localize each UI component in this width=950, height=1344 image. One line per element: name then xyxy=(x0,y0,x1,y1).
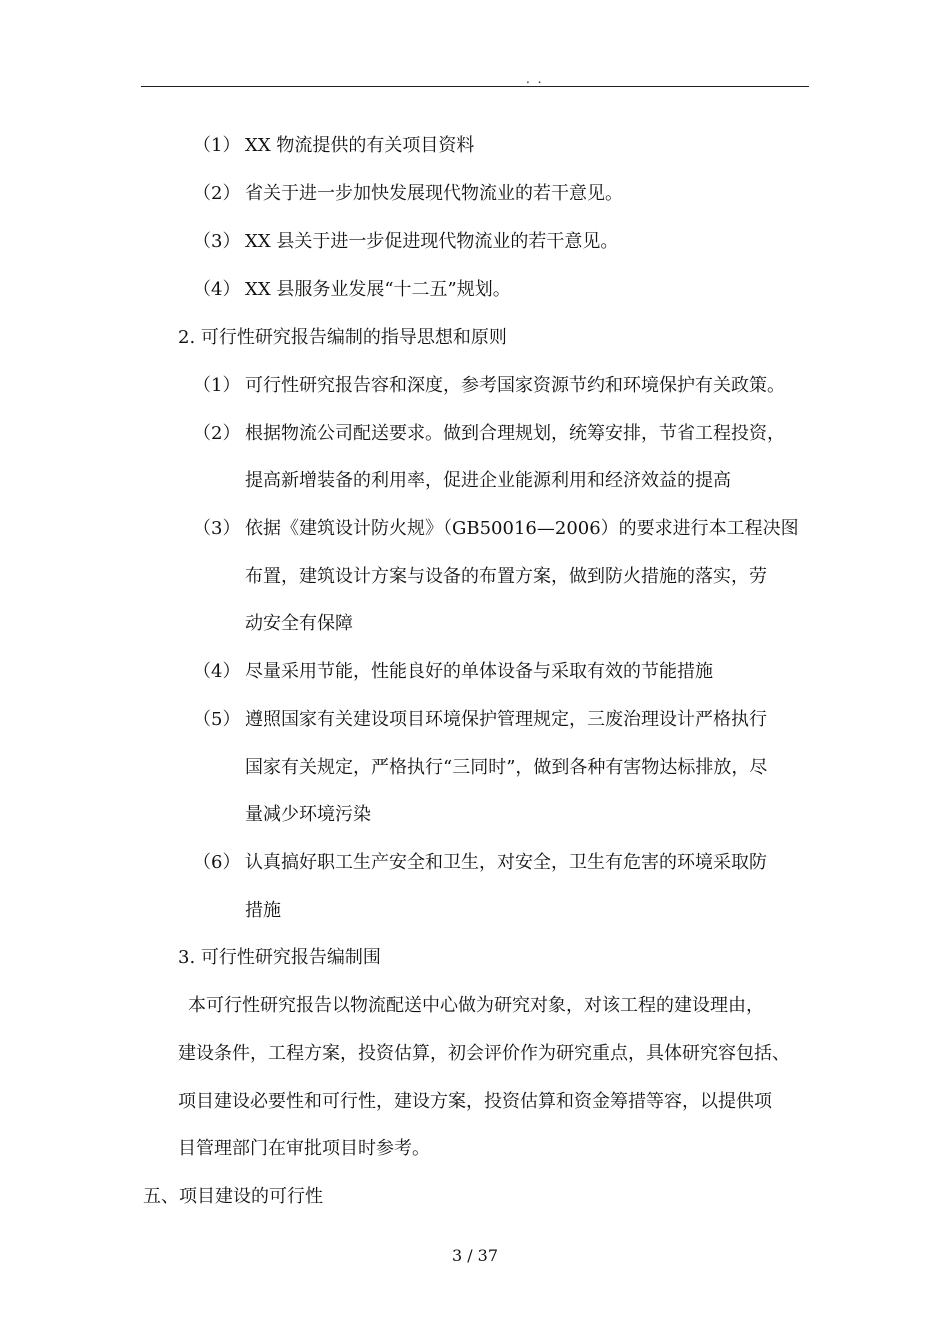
principle-text: 依据《建筑设计防火规》（GB50016—2006）的要求进行本工程决图 xyxy=(245,518,799,539)
paragraph-line: 目管理部门在审批项目时参考。 xyxy=(178,1138,430,1159)
principle-text: 可行性研究报告容和深度，参考国家资源节约和环境保护有关政策。 xyxy=(245,375,785,396)
principle-text: 量减少环境污染 xyxy=(245,804,371,825)
principle-text: 国家有关规定，严格执行“三同时”，做到各种有害物达标排放，尽 xyxy=(245,757,768,778)
ref-text: XX 物流提供的有关项目资料 xyxy=(245,135,475,156)
section-5-heading: 五、项目建设的可行性 xyxy=(143,1186,323,1207)
principle-number: （4） xyxy=(193,661,241,682)
principle-text: 认真搞好职工生产安全和卫生，对安全，卫生有危害的环境采取防 xyxy=(245,852,767,873)
ref-number: （4） xyxy=(193,279,241,300)
principle-number: （5） xyxy=(193,709,241,730)
principle-text: 遵照国家有关建设项目环境保护管理规定，三废治理设计严格执行 xyxy=(245,709,767,730)
principle-number: （6） xyxy=(193,852,241,873)
paragraph-line: 本可行性研究报告以物流配送中心做为研究对象，对该工程的建设理由， xyxy=(188,995,764,1016)
principle-text: 尽量采用节能，性能良好的单体设备与采取有效的节能措施 xyxy=(245,661,713,682)
principle-text: 措施 xyxy=(245,900,281,921)
principle-text: 布置，建筑设计方案与设备的布置方案，做到防火措施的落实，劳 xyxy=(245,566,767,587)
page-number: 3 / 37 xyxy=(451,1246,499,1265)
principle-number: （1） xyxy=(193,375,241,396)
section-3-heading: 3. 可行性研究报告编制围 xyxy=(178,947,381,968)
principle-number: （2） xyxy=(193,423,241,444)
ref-text: XX 县关于进一步促进现代物流业的若干意见。 xyxy=(245,231,619,252)
principle-text: 根据物流公司配送要求。做到合理规划，统筹安排，节省工程投资， xyxy=(245,423,785,444)
ref-number: （3） xyxy=(193,231,241,252)
principle-number: （3） xyxy=(193,518,241,539)
header-dots: . . xyxy=(526,72,544,86)
principle-text: 动安全有保障 xyxy=(245,613,353,634)
section-2-heading: 2. 可行性研究报告编制的指导思想和原则 xyxy=(178,327,507,348)
ref-text: 省关于进一步加快发展现代物流业的若干意见。 xyxy=(245,183,623,204)
ref-text: XX 县服务业发展“十二五”规划。 xyxy=(245,279,511,300)
ref-number: （2） xyxy=(193,183,241,204)
header-rule xyxy=(141,86,809,87)
paragraph-line: 项目建设必要性和可行性，建设方案，投资估算和资金筹措等容，以提供项 xyxy=(178,1091,772,1112)
ref-number: （1） xyxy=(193,135,241,156)
principle-text: 提高新增装备的利用率，促进企业能源利用和经济效益的提高 xyxy=(245,470,731,491)
paragraph-line: 建设条件，工程方案，投资估算，初会评价作为研究重点，具体研究容包括、 xyxy=(178,1043,790,1064)
